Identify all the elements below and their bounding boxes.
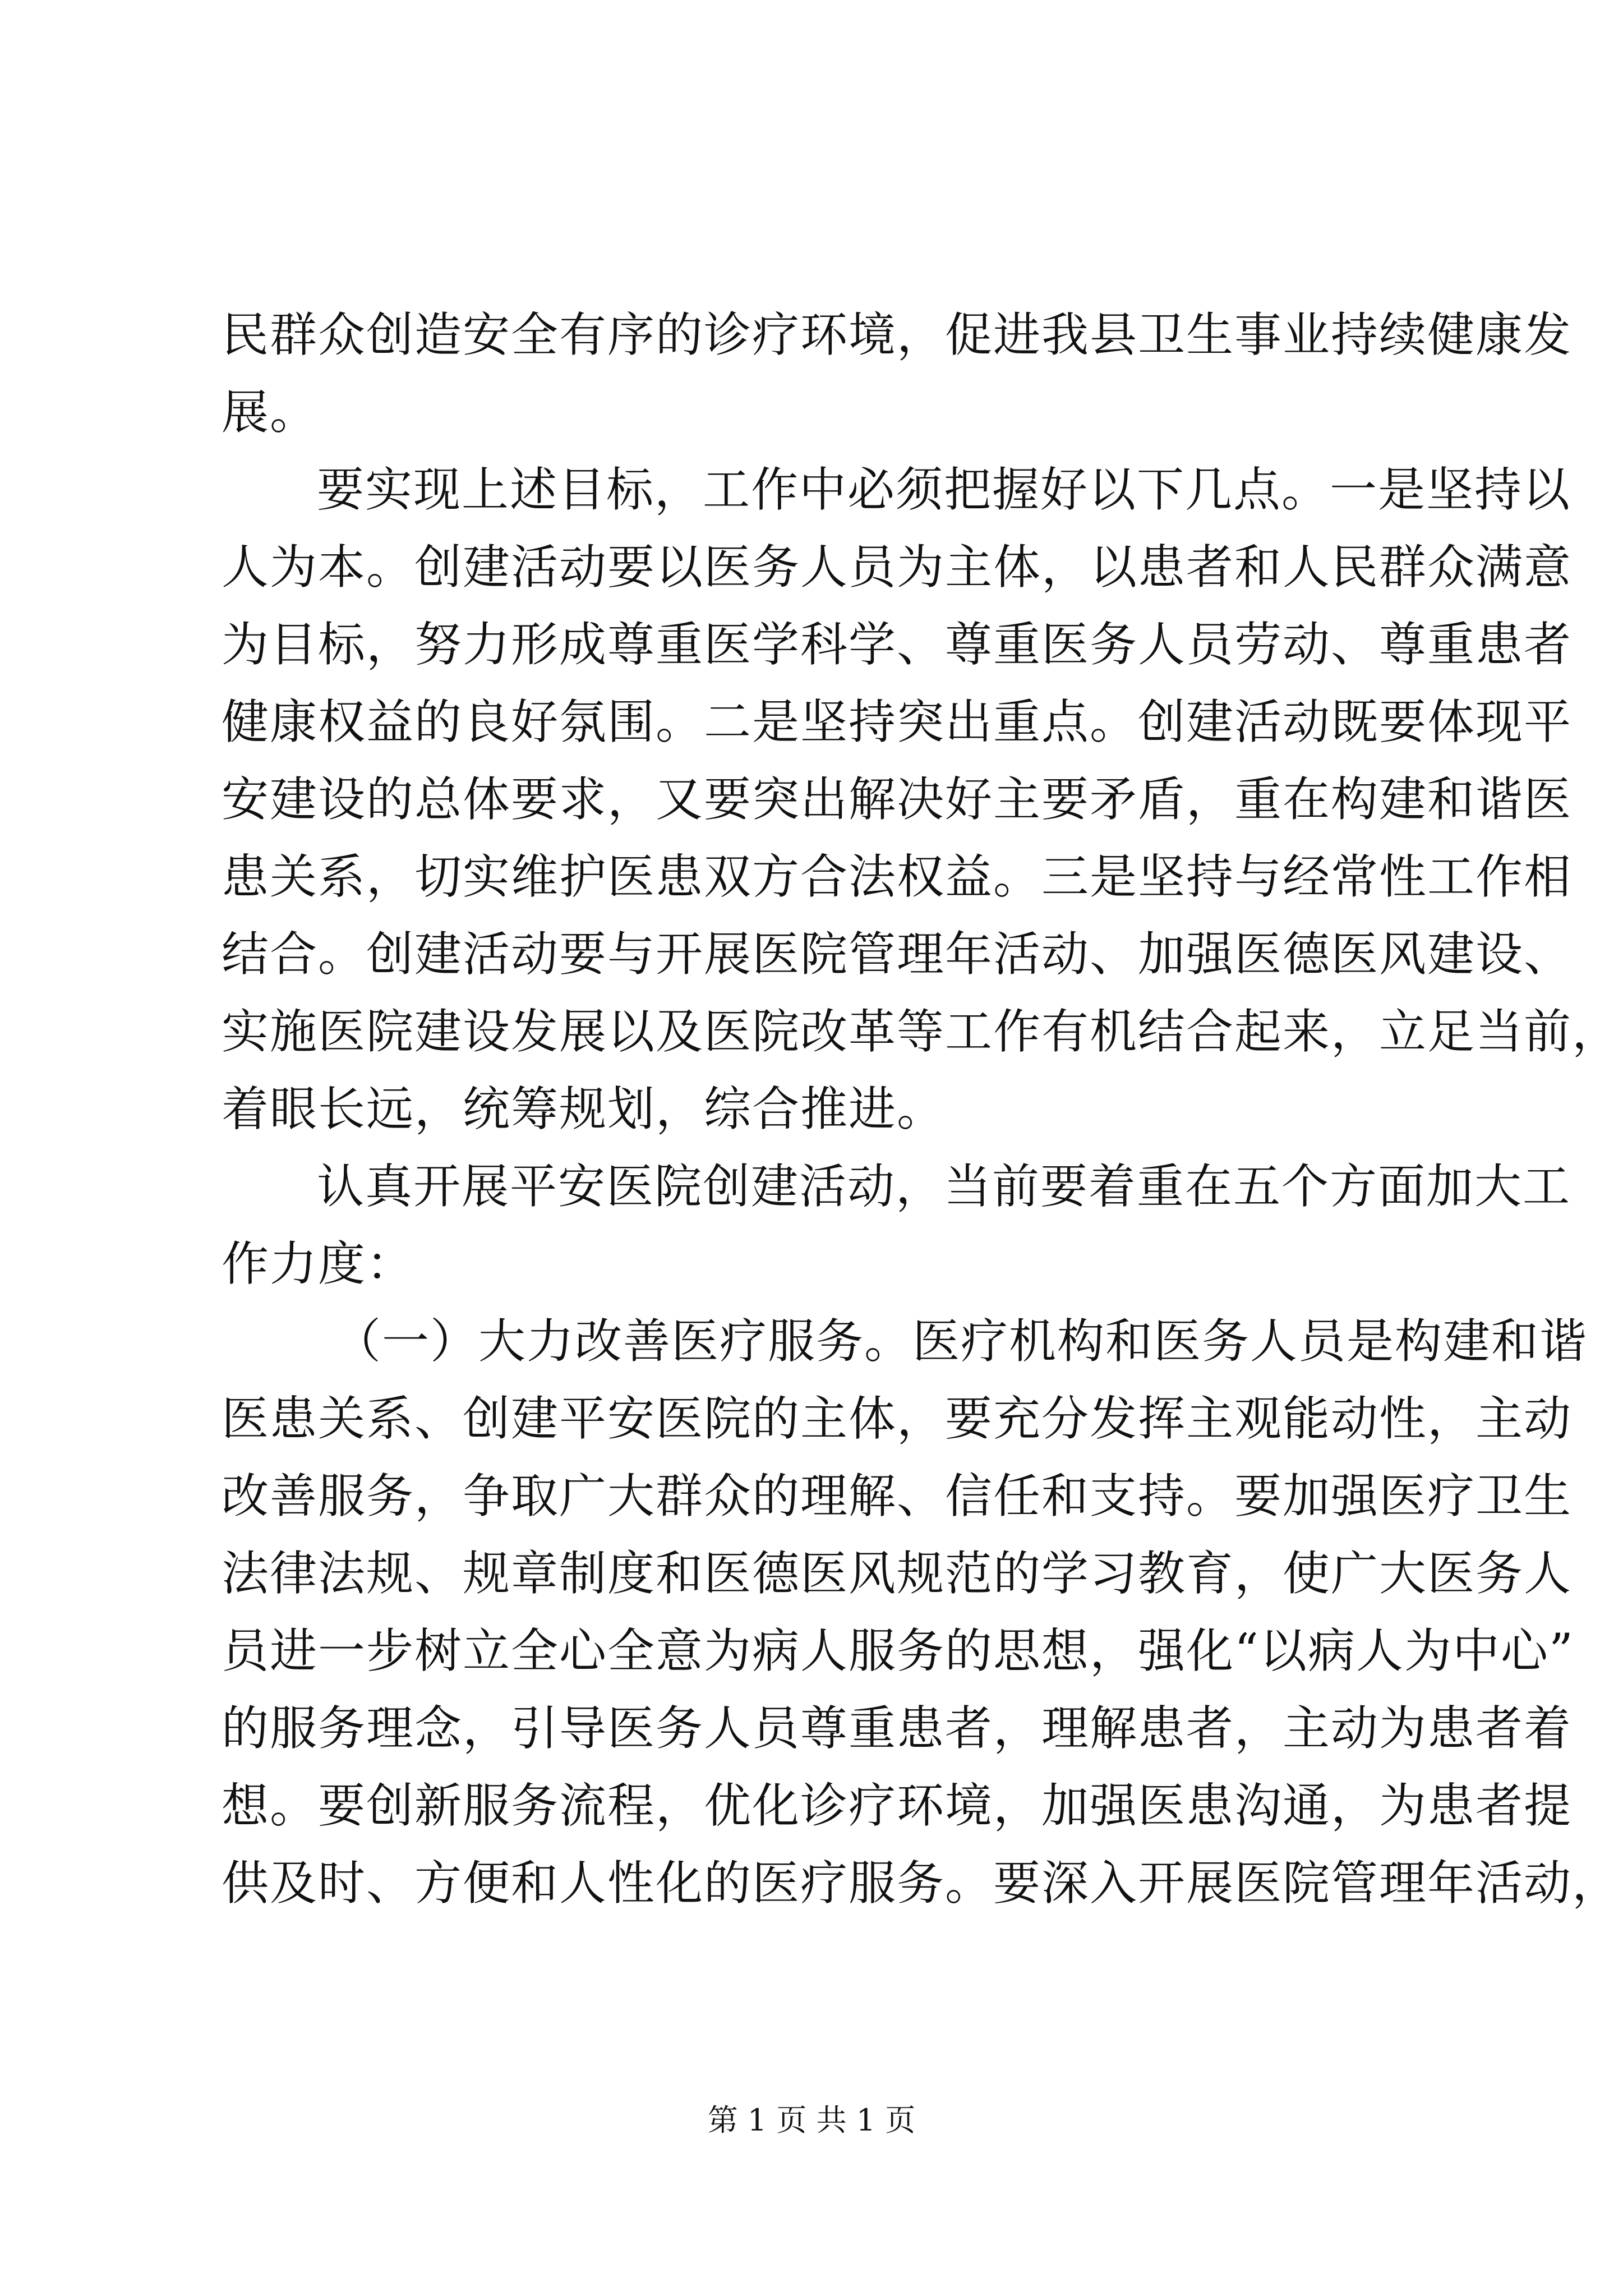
text-line: 着眼长远，统筹规划，综合推进。 [222,1082,946,1137]
text-line: 的服务理念，引导医务人员尊重患者，理解患者，主动为患者着 [222,1701,1573,1756]
text-line: 结合。创建活动要与开展医院管理年活动、加强医德医风建设、 [222,927,1573,982]
text-line: 展。 [222,385,319,440]
text-line: 作力度： [222,1236,415,1291]
text-line: 改善服务，争取广大群众的理解、信任和支持。要加强医疗卫生 [222,1469,1573,1524]
text-line: 健康权益的良好氛围。二是坚持突出重点。创建活动既要体现平 [222,694,1573,749]
text-line: 安建设的总体要求，又要突出解决好主要矛盾，重在构建和谐医 [222,772,1573,827]
text-line: 实施医院建设发展以及医院改革等工作有机结合起来，立足当前， [222,1004,1621,1059]
text-line: 为目标，努力形成尊重医学科学、尊重医务人员劳动、尊重患者 [222,617,1573,672]
document-body [222,296,1621,1922]
text-line: 人为本。创建活动要以医务人员为主体，以患者和人民群众满意 [222,540,1573,595]
text-line: 民群众创造安全有序的诊疗环境，促进我县卫生事业持续健康发 [222,307,1573,362]
page-footer: 第 1 页 共 1 页 [707,2102,916,2138]
text-line: 员进一步树立全心全意为病人服务的思想，强化“以病人为中心” [222,1623,1574,1678]
paragraph-first-line: （一）大力改善医疗服务。医疗机构和医务人员是构建和谐 [334,1314,1588,1369]
text-line: 患关系，切实维护医患双方合法权益。三是坚持与经常性工作相 [222,849,1573,904]
text-line: 医患关系、创建平安医院的主体，要充分发挥主观能动性，主动 [222,1391,1573,1446]
text-line: 想。要创新服务流程，优化诊疗环境，加强医患沟通，为患者提 [222,1778,1573,1833]
text-line: 供及时、方便和人性化的医疗服务。要深入开展医院管理年活动， [222,1856,1621,1911]
text-line: 法律法规、规章制度和医德医风规范的学习教育，使广大医务人 [222,1546,1573,1601]
paragraph-first-line: 要实现上述目标，工作中必须把握好以下几点。一是坚持以 [317,462,1571,517]
paragraph-first-line: 认真开展平安医院创建活动，当前要着重在五个方面加大工 [317,1159,1571,1214]
